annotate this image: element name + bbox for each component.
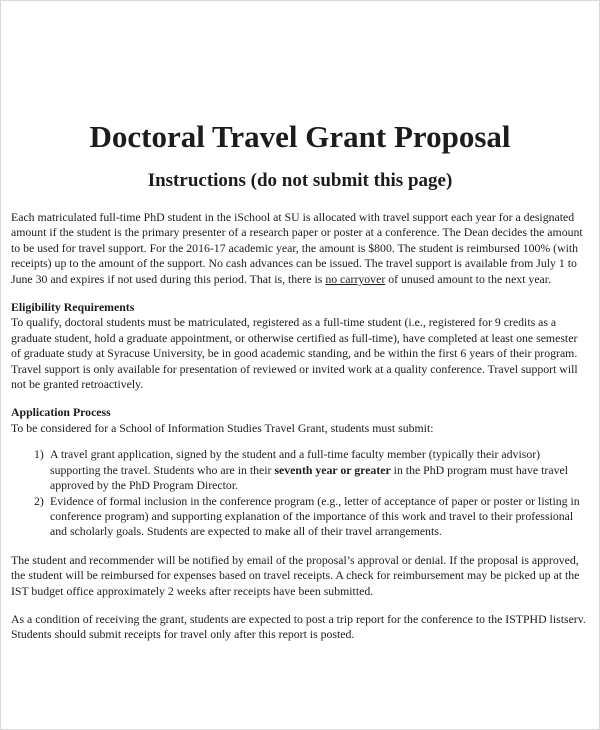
application-section bbox=[11, 405, 589, 539]
eligibility-heading: Eligibility Requirements bbox=[11, 300, 135, 315]
list-item-2-marker: 2) bbox=[34, 493, 44, 508]
list-item-1 bbox=[11, 447, 589, 493]
eligibility-paragraph: To qualify, doctoral students must be matriculated, registered as a full-time student (i.e., registered for 9 credits as a graduate student, hold a graduate appointment, or otherwise certified as full-time), have completed at least one semester of graduate study at Syracuse University, be in good academic standing, and be within the first 6 years of their program. Travel support is only available for presentation of reviewed or invited work at a quality conference. Travel support will not be granted retroactively. bbox=[11, 315, 578, 392]
list-item-1-marker: 1) bbox=[34, 447, 44, 462]
text-segment: Evidence of formal inclusion in the conference program (e.g., letter of acceptance of paper or poster or listing in conference program) and supporting explanation of the importance of this work and travel to their professional and scholarly goals. Students are expected to make all of their travel arrangements. bbox=[50, 493, 580, 539]
list-item-2 bbox=[11, 494, 589, 540]
application-intro: To be considered for a School of Information Studies Travel Grant, students must submit: bbox=[11, 420, 434, 435]
document-body bbox=[11, 210, 589, 643]
application-heading: Application Process bbox=[11, 405, 111, 420]
notification-paragraph: The student and recommender will be notified by email of the proposal’s approval or denial. If the proposal is approved, the student will be reimbursed for expenses based on travel receipts. A check for reimbursement may be picked up at the IST budget office approximately 2 weeks after receipts have been submitted. bbox=[11, 552, 580, 598]
document-title: Doctoral Travel Grant Proposal bbox=[89, 119, 511, 154]
condition-paragraph: As a condition of receiving the grant, students are expected to post a trip report for the conference to the ISTPHD listserv. Students should submit receipts for travel only after this report is posted. bbox=[11, 611, 586, 642]
text-segment: A travel grant application, signed by the student and a full-time faculty member (typically their advisor) supporting the travel. Students who are in their bbox=[50, 447, 541, 477]
intro-paragraph bbox=[11, 210, 589, 287]
document-subtitle: Instructions (do not submit this page) bbox=[147, 170, 453, 191]
text-segment: Each matriculated full-time PhD student in the iSchool at SU is allocated with travel support each year for a designated amount if the student is the primary presenter of a research paper or poster at a conference. The Dean decides the amount to be used for travel support. For the 2016-17 academic year, the amount is $800. The student is reimbursed 100% (with receipts) up to the amount of the support. No cash advances can be issued. The travel support is available from July 1 to June 30 and expires if not used during this period. That is, there is bbox=[11, 210, 583, 286]
list-item-1-text bbox=[50, 447, 589, 493]
application-list bbox=[11, 447, 589, 539]
text-segment: of unused amount to the next year. bbox=[385, 271, 552, 286]
eligibility-section bbox=[11, 300, 589, 392]
text-segment-bold: seventh year or greater bbox=[274, 462, 391, 477]
list-item-2-text bbox=[50, 494, 589, 540]
text-segment-underline: no carryover bbox=[325, 271, 386, 286]
text-segment: in the PhD program must have travel approved by the PhD Program Director. bbox=[50, 462, 568, 493]
